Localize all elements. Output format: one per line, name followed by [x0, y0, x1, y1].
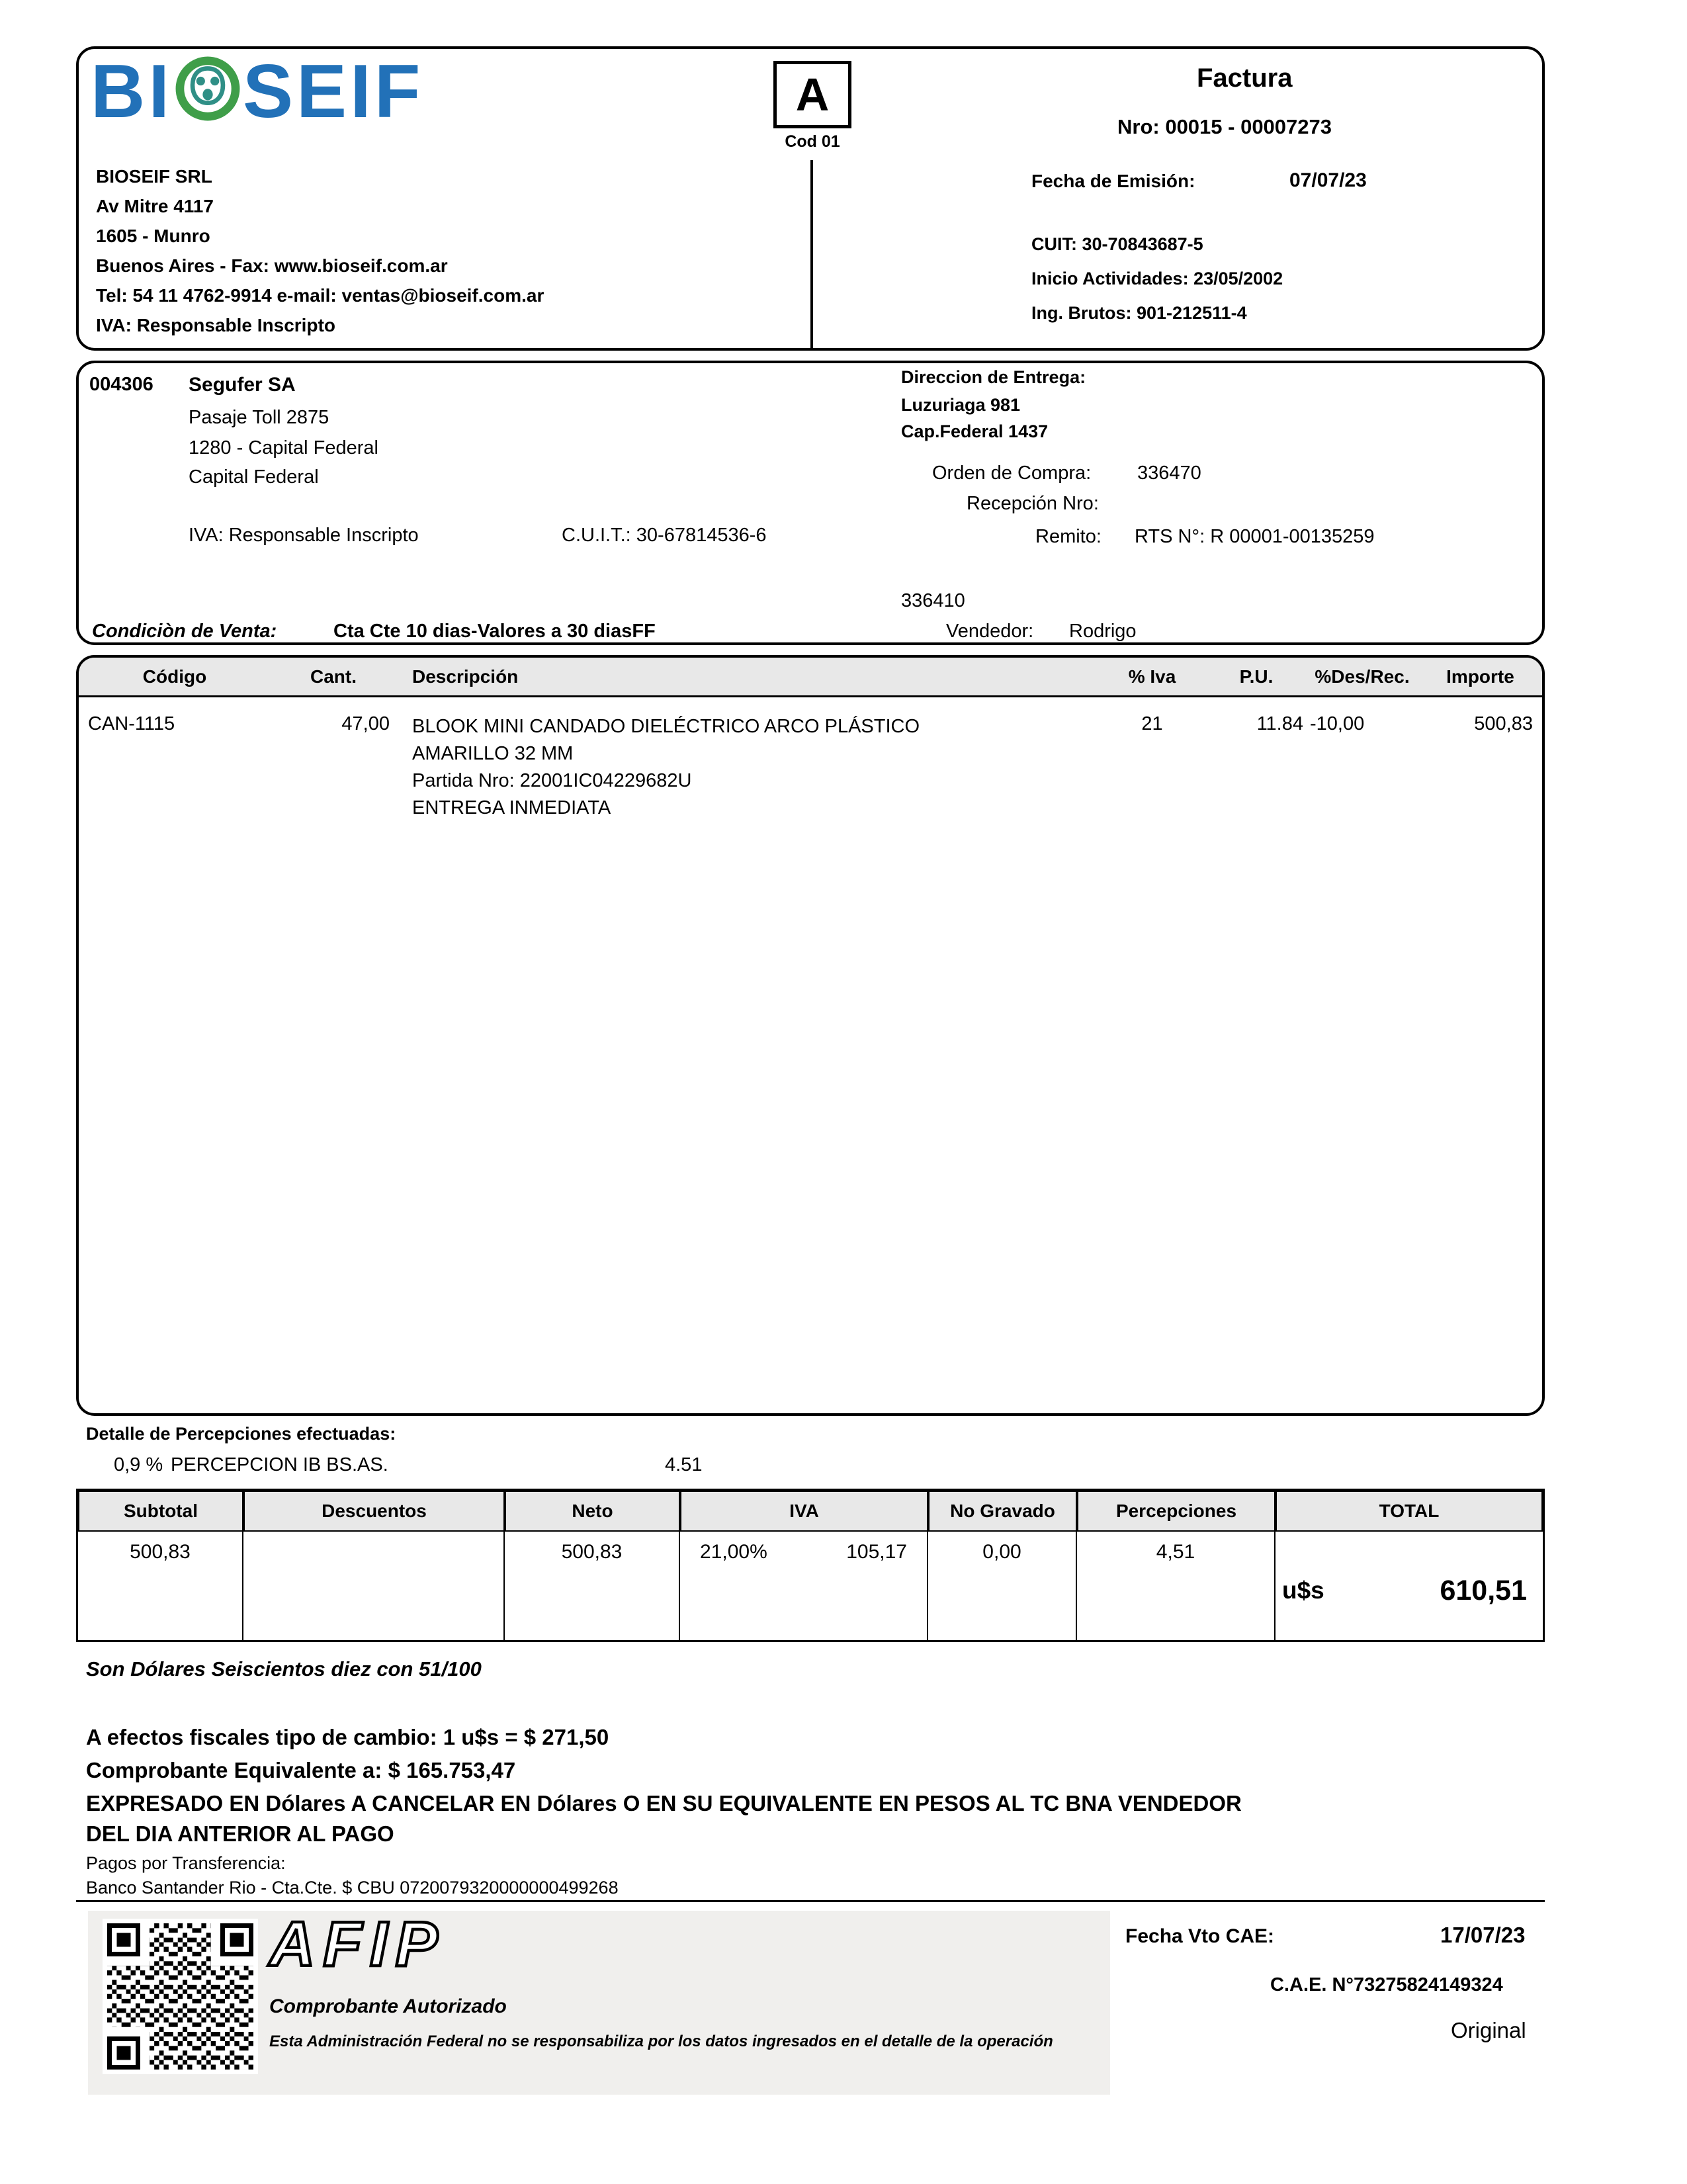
- percepcion-name: PERCEPCION IB BS.AS.: [171, 1454, 388, 1475]
- company-address-1: Av Mitre 4117: [96, 196, 214, 216]
- client-box: [76, 361, 1545, 645]
- company-iva: IVA: Responsable Inscripto: [96, 315, 335, 335]
- percepcion-amount: 4.51: [665, 1454, 703, 1475]
- client-name: Segufer SA: [189, 374, 296, 396]
- doc-type-title: Factura: [1197, 64, 1293, 93]
- afip-logo: AFIP: [269, 1909, 446, 1980]
- company-cuit: CUIT: 30-70843687-5: [1031, 234, 1203, 254]
- client-iva: IVA: Responsable Inscripto: [189, 525, 419, 546]
- payments-note: Pagos por Transferencia:: [86, 1853, 286, 1873]
- totals-table: [76, 1489, 1545, 1642]
- reception-number-label: Recepción Nro:: [967, 493, 1099, 514]
- footer: [76, 1905, 1545, 2104]
- qr-finder-bottom-left: [107, 2027, 150, 2070]
- amount-in-words: Son Dólares Seiscientos diez con 51/100: [86, 1657, 482, 1681]
- doc-letter: A: [795, 69, 830, 120]
- totals-iva-rate: 21,00%: [700, 1541, 767, 1563]
- vendedor-label: Vendedor:: [946, 621, 1034, 642]
- condicion-venta-label: Condiciòn de Venta:: [92, 621, 277, 642]
- totals-neto: 500,83: [505, 1532, 680, 1640]
- percepciones-title: Detalle de Percepciones efectuadas:: [86, 1424, 396, 1444]
- copy-type-original: Original: [1451, 2018, 1526, 2042]
- delivery-address-2: Cap.Federal 1437: [901, 421, 1049, 441]
- qr-finder-top-right: [211, 1923, 253, 1966]
- totals-header-percepciones: Percepciones: [1077, 1491, 1276, 1532]
- item-des-rec: -10,00: [1310, 713, 1365, 734]
- remito-value: RTS N°: R 00001-00135259: [1135, 526, 1375, 547]
- totals-header-total: TOTAL: [1276, 1491, 1543, 1532]
- condicion-venta-value: Cta Cte 10 dias-Valores a 30 diasFF: [333, 621, 656, 642]
- doc-number: Nro: 00015 - 00007273: [1117, 115, 1332, 138]
- company-inicio-actividades: Inicio Actividades: 23/05/2002: [1031, 269, 1283, 288]
- item-descripcion-line-3: Partida Nro: 22001IC04229682U: [412, 770, 692, 791]
- client-address-3: Capital Federal: [189, 466, 319, 488]
- col-header-pu: P.U.: [1239, 666, 1274, 687]
- totals-header-no-gravado: No Gravado: [928, 1491, 1077, 1532]
- company-contact: Tel: 54 11 4762-9914 e-mail: ventas@bioseif.com.ar: [96, 285, 544, 306]
- total-amount: 610,51: [1440, 1574, 1527, 1606]
- gas-mask-icon: [174, 55, 241, 122]
- logo-text-left: BI: [91, 50, 173, 134]
- client-address-2: 1280 - Capital Federal: [189, 437, 378, 459]
- header-box: [76, 46, 1545, 351]
- totals-descuentos: [243, 1532, 505, 1640]
- table-row: [79, 697, 1542, 822]
- comprobante-autorizado: Comprobante Autorizado: [269, 1995, 507, 2017]
- company-name: BIOSEIF SRL: [96, 166, 212, 187]
- col-header-cantidad: Cant.: [310, 666, 357, 687]
- cae-due-date-label: Fecha Vto CAE:: [1125, 1925, 1275, 1947]
- item-pu: 11.84: [1256, 713, 1303, 734]
- logo-text-right: SEIF: [243, 50, 424, 134]
- cae-number: C.A.E. N°73275824149324: [1270, 1974, 1503, 1995]
- header-divider-line: [810, 160, 813, 351]
- col-header-des-rec: %Des/Rec.: [1315, 666, 1410, 687]
- client-address-1: Pasaje Toll 2875: [189, 407, 329, 428]
- company-info: [96, 161, 544, 340]
- afip-disclaimer: Esta Administración Federal no se responsabiliza por los datos ingresados en el detalle de la operación: [269, 2032, 1053, 2050]
- totals-percepciones: 4,51: [1077, 1532, 1276, 1640]
- qr-finder-top-left: [107, 1923, 150, 1966]
- remito-label: Remito:: [1035, 526, 1102, 547]
- col-header-descripcion: Descripción: [412, 666, 519, 687]
- items-table: [76, 655, 1545, 1416]
- item-descripcion: [396, 713, 1098, 822]
- company-address-2: 1605 - Munro: [96, 226, 210, 246]
- item-descripcion-line-4: ENTREGA INMEDIATA: [412, 797, 611, 818]
- exchange-rate-note: A efectos fiscales tipo de cambio: 1 u$s = $ 271,50: [86, 1725, 609, 1749]
- col-header-codigo: Código: [142, 666, 207, 687]
- cae-due-date-value: 17/07/23: [1440, 1923, 1526, 1947]
- delivery-address-1: Luzuriaga 981: [901, 395, 1021, 415]
- equivalent-note: Comprobante Equivalente a: $ 165.753,47: [86, 1758, 516, 1782]
- total-currency: u$s: [1282, 1577, 1324, 1604]
- totals-iva-cell: [680, 1532, 928, 1640]
- client-code: 004306: [89, 374, 153, 395]
- percepcion-rate: 0,9 %: [114, 1454, 163, 1475]
- emission-date-value: 07/07/23: [1289, 169, 1367, 191]
- doc-letter-box: [773, 61, 851, 128]
- totals-header-neto: Neto: [505, 1491, 680, 1532]
- totals-header-descuentos: Descuentos: [243, 1491, 505, 1532]
- totals-header-subtotal: Subtotal: [78, 1491, 243, 1532]
- totals-iva-amount: 105,17: [846, 1541, 907, 1563]
- company-logo: [91, 50, 424, 134]
- item-iva: 21: [1141, 713, 1163, 734]
- item-descripcion-line-2: AMARILLO 32 MM: [412, 743, 574, 764]
- qr-code: [103, 1919, 258, 2074]
- item-importe: 500,83: [1474, 713, 1533, 734]
- item-descripcion-line-1: BLOOK MINI CANDADO DIELÉCTRICO ARCO PLÁSTICO: [412, 716, 920, 737]
- col-header-importe: Importe: [1446, 666, 1514, 687]
- client-cuit: C.U.I.T.: 30-67814536-6: [562, 525, 767, 546]
- company-ing-brutos: Ing. Brutos: 901-212511-4: [1031, 303, 1247, 323]
- expressed-note-line-2: DEL DIA ANTERIOR AL PAGO: [86, 1821, 394, 1846]
- col-header-iva: % Iva: [1128, 666, 1176, 687]
- footer-divider-line: [76, 1900, 1545, 1902]
- doc-code: Cod 01: [785, 132, 840, 151]
- extra-reference-number: 336410: [901, 590, 965, 611]
- purchase-order-label: Orden de Compra:: [932, 462, 1092, 484]
- delivery-address-label: Direccion de Entrega:: [901, 367, 1086, 387]
- totals-no-gravado: 0,00: [928, 1532, 1077, 1640]
- purchase-order-value: 336470: [1137, 462, 1201, 484]
- totals-subtotal: 500,83: [78, 1532, 243, 1640]
- items-table-header: [79, 658, 1542, 697]
- totals-header-iva: IVA: [680, 1491, 928, 1532]
- item-cantidad: 47,00: [341, 713, 390, 734]
- expressed-note-line-1: EXPRESADO EN Dólares A CANCELAR EN Dólares O EN SU EQUIVALENTE EN PESOS AL TC BNA VENDEDOR: [86, 1791, 1242, 1815]
- company-address-3: Buenos Aires - Fax: www.bioseif.com.ar: [96, 255, 448, 276]
- vendedor-value: Rodrigo: [1069, 621, 1137, 642]
- emission-date-label: Fecha de Emisión:: [1031, 171, 1195, 191]
- bank-note: Banco Santander Rio - Cta.Cte. $ CBU 0720079320000000499268: [86, 1878, 619, 1898]
- totals-total-cell: [1276, 1532, 1543, 1640]
- header-right: [1031, 49, 1547, 353]
- item-codigo: CAN-1115: [88, 713, 175, 734]
